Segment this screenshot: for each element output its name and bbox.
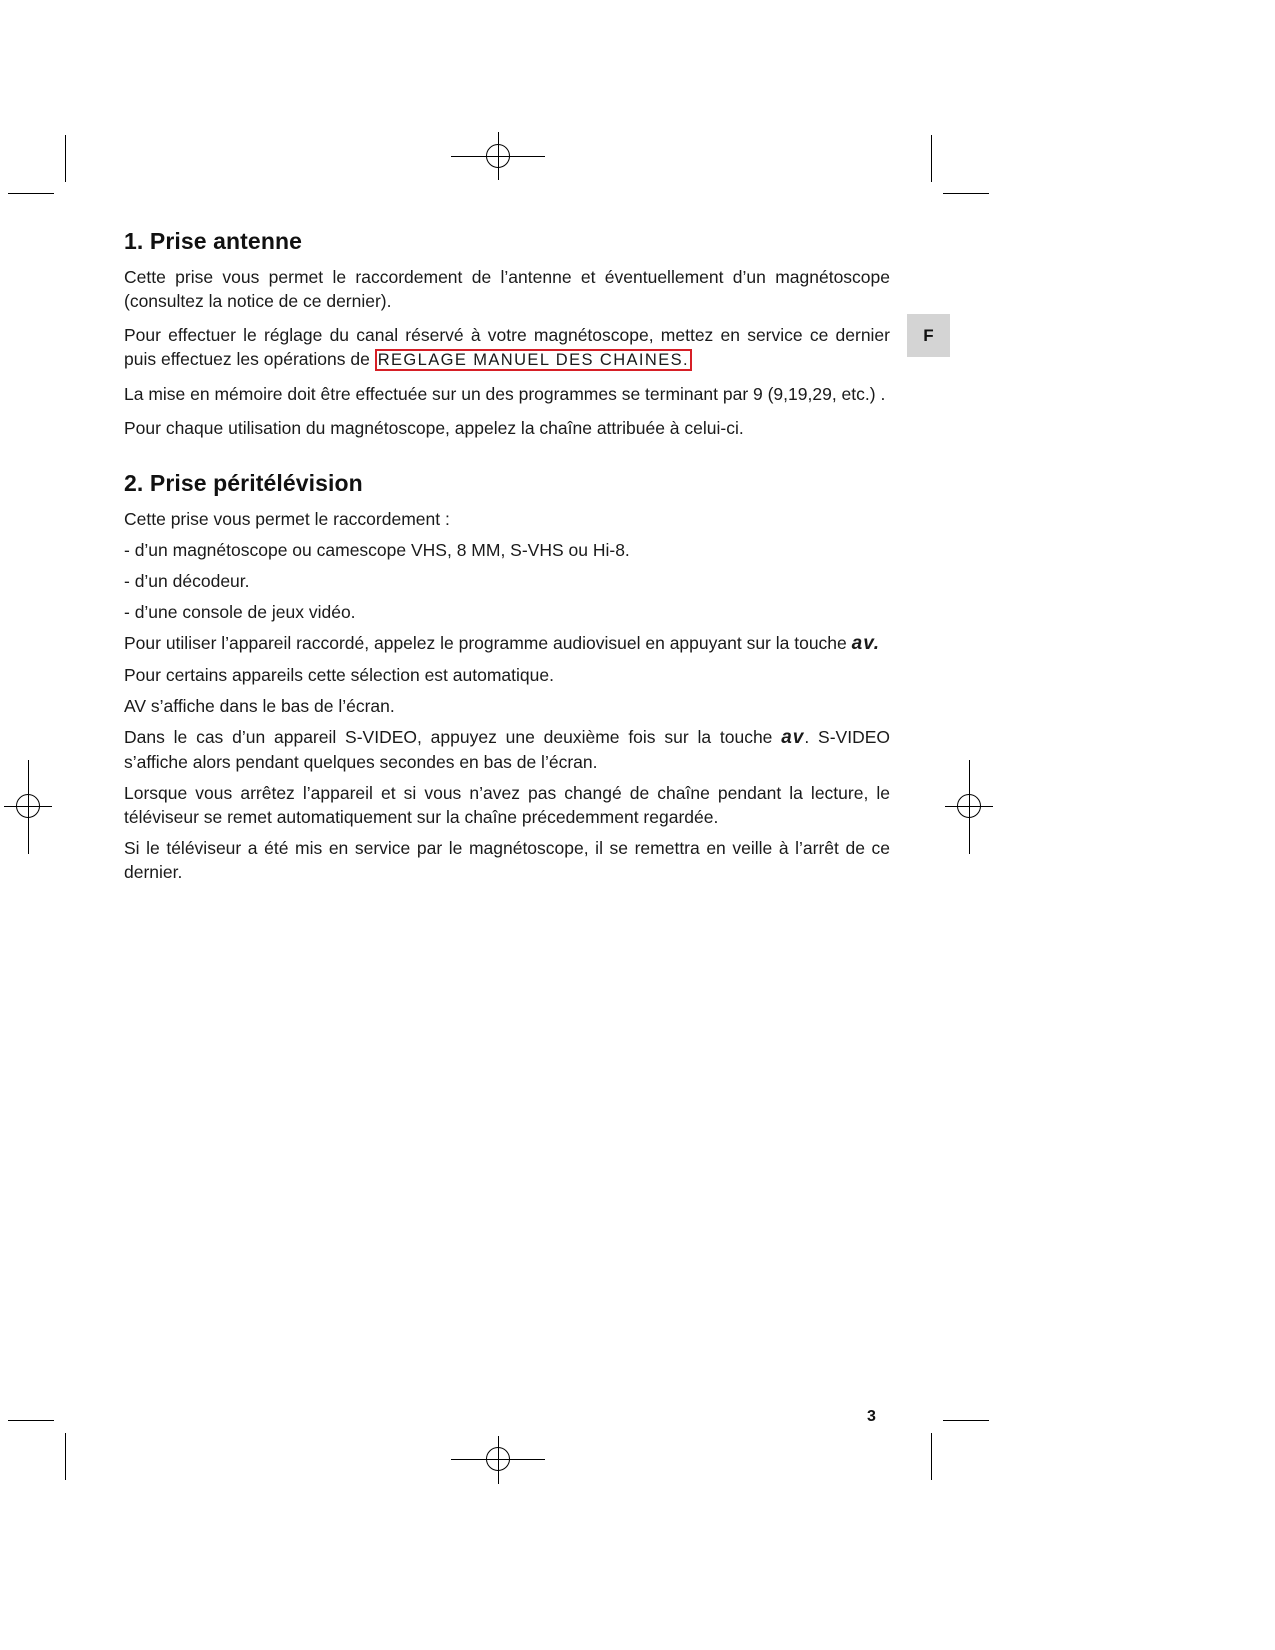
- crop-mark: [943, 1420, 989, 1421]
- registration-circle-icon: [486, 1447, 510, 1471]
- av-key-label: av: [851, 633, 874, 654]
- crop-mark: [8, 1420, 54, 1421]
- section-2-paragraph: [124, 725, 890, 774]
- section-1-paragraph: Pour chaque utilisation du magnétoscope, appelez la chaîne attribuée à celui-ci.: [124, 418, 744, 438]
- crop-mark: [65, 135, 66, 182]
- list-item: - d’un décodeur.: [124, 571, 250, 591]
- section-2-title: 2. Prise péritélévision: [124, 470, 363, 496]
- section-1-paragraph: La mise en mémoire doit être effectuée sur un des programmes se terminant par 9 (9,19,29, etc.) .: [124, 384, 886, 404]
- page-content: [124, 228, 890, 891]
- section-2-paragraph: Si le téléviseur a été mis en service par le magnétoscope, il se remettra en veille à l’arrêt de ce dernier.: [124, 838, 890, 882]
- av-key-label: av: [781, 727, 805, 748]
- registration-circle-icon: [486, 144, 510, 168]
- crop-mark: [65, 1433, 66, 1480]
- list-item: - d’un magnétoscope ou camescope VHS, 8 MM, S-VHS ou Hi-8.: [124, 540, 630, 560]
- section-2-paragraph: AV s’affiche dans le bas de l’écran.: [124, 696, 395, 716]
- crop-mark: [943, 193, 989, 194]
- language-tab-label: F: [923, 325, 934, 345]
- paragraph-text: Pour utiliser l’appareil raccordé, appelez le programme audiovisuel en appuyant sur la touche: [124, 633, 852, 653]
- registration-circle-icon: [957, 794, 981, 818]
- crop-mark: [8, 193, 54, 194]
- crop-mark: [931, 135, 932, 182]
- registration-circle-icon: [16, 794, 40, 818]
- paragraph-text: Pour effectuer le réglage du canal réservé à votre magnétoscope, mettez en service ce dernier puis effectuez les opérations de: [124, 325, 890, 369]
- section-2-paragraph: Pour certains appareils cette sélection est automatique.: [124, 665, 554, 685]
- section-1-paragraph: Cette prise vous permet le raccordement de l’antenne et éventuellement d’un magnétoscope (consultez la notice de ce dernier).: [124, 267, 890, 311]
- manual-channel-setup-link[interactable]: REGLAGE MANUEL DES CHAINES.: [375, 349, 692, 371]
- page-number: 3: [867, 1408, 876, 1425]
- list-item: - d’une console de jeux vidéo.: [124, 602, 356, 622]
- crop-mark: [931, 1433, 932, 1480]
- section-1-title: 1. Prise antenne: [124, 228, 303, 254]
- language-tab: [907, 314, 950, 357]
- section-2-paragraph: [124, 631, 890, 656]
- paragraph-text: .: [873, 633, 881, 654]
- section-2-paragraph: Lorsque vous arrêtez l’appareil et si vous n’avez pas changé de chaîne pendant la lecture, le téléviseur se remet automatiquement sur la chaîne précedemment regardée.: [124, 783, 890, 827]
- section-1-paragraph: [124, 323, 890, 372]
- paragraph-text: . S-VIDEO s’affiche alors pendant quelques secondes en bas de l’écran.: [124, 727, 890, 772]
- paragraph-text: Dans le cas d’un appareil S-VIDEO, appuyez une deuxième fois sur la touche: [124, 727, 782, 747]
- section-2-paragraph: Cette prise vous permet le raccordement :: [124, 509, 450, 529]
